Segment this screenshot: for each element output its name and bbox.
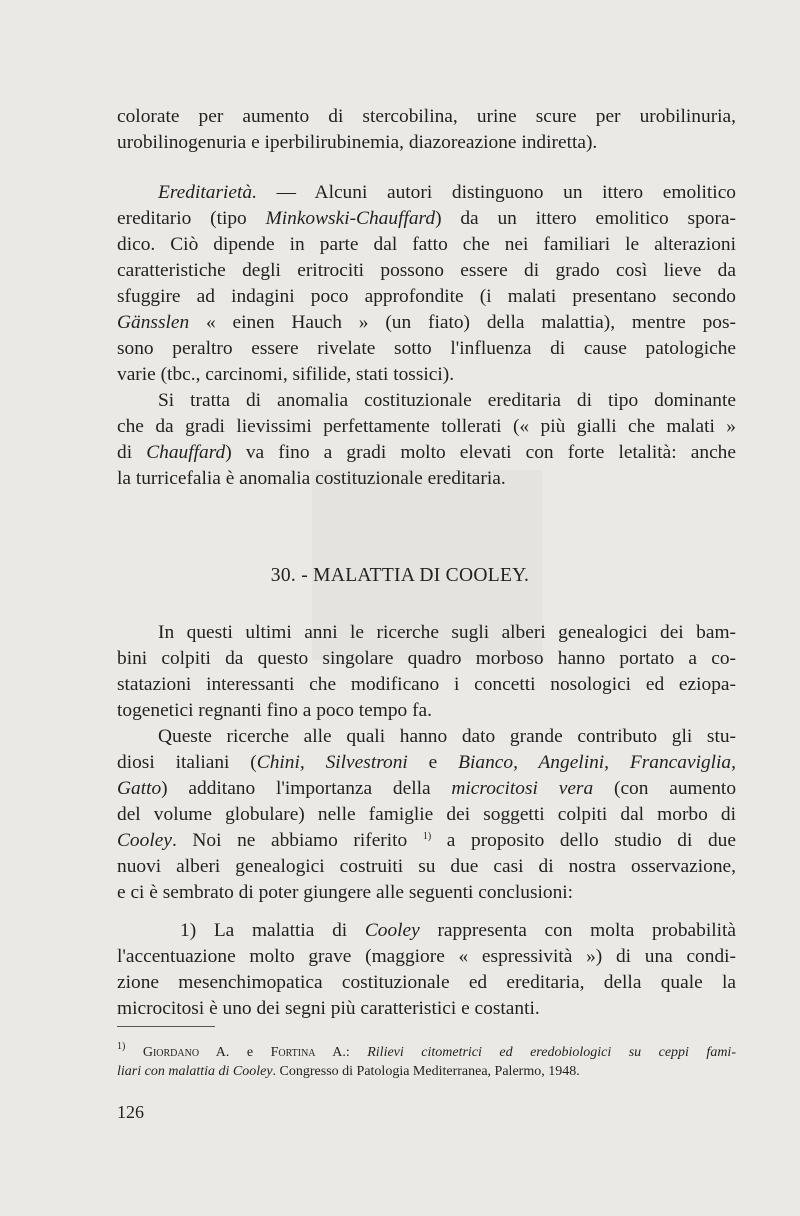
footnote-line-2: liari con malattia di Cooley. Congresso di Patologia Mediterranea, Palermo, 1948. <box>117 1064 580 1079</box>
cooley-p3-line-1: 1) La malattia di Cooley rappresenta con molta probabilità <box>180 920 736 941</box>
page-number: 126 <box>117 1102 144 1122</box>
intro-line-1: colorate per aumento di stercobilina, urine scure per urobilinuria, <box>117 106 736 127</box>
footnote-line-1: $^{1)}$ Giordano A. e Fortina A.: Rilievi citometrici ed eredobiologici su ceppi fami- <box>117 1041 736 1060</box>
section-heading: 30. - MALATTIA DI COOLEY. <box>270 565 530 586</box>
cooley-p2-line-7: e ci è sembrato di poter giungere alle seguenti conclusioni: <box>117 882 574 903</box>
cooley-p2-line-2: diosi italiani (Chini, Silvestroni e Bianco, Angelini, Francaviglia, <box>117 752 736 773</box>
ereditarieta-line-11: di Chauffard) va fino a gradi molto elevati con forte letalità: anche <box>117 442 736 463</box>
cooley-p3-line-2: l'accentuazione molto grave (maggiore « espressività ») di una condi- <box>117 946 736 967</box>
cooley-p1-line-2: bini colpiti da questo singolare quadro morboso hanno portato a co- <box>117 648 736 669</box>
footnote-ref: 1) <box>422 831 432 842</box>
ereditarieta-line-9: Si tratta di anomalia costituzionale ereditaria di tipo dominante <box>158 390 736 411</box>
footnote-separator <box>117 1026 215 1027</box>
ereditarieta-line-10: che da gradi lievissimi perfettamente tollerati (« più gialli che malati » <box>117 416 736 437</box>
ereditarieta-line-6: Gänsslen « einen Hauch » (un fiato) della malattia), mentre pos- <box>117 312 736 333</box>
cooley-p2-line-1: Queste ricerche alle quali hanno dato grande contributo gli stu- <box>158 726 736 747</box>
cooley-p1-line-1: In questi ultimi anni le ricerche sugli alberi genealogici dei bam- <box>158 622 736 643</box>
ereditarieta-line-2: ereditario (tipo Minkowski-Chauffard) da un ittero emolitico spora- <box>117 208 736 229</box>
ereditarieta-line-8: varie (tbc., carcinomi, sifilide, stati tossici). <box>117 364 455 385</box>
ereditarieta-line-3: dico. Ciò dipende in parte dal fatto che nei familiari le alterazioni <box>117 234 736 255</box>
cooley-p2-line-3: Gatto) additano l'importanza della microcitosi vera (con aumento <box>117 778 737 799</box>
ereditarieta-line-5: sfuggire ad indagini poco approfondite (i malati presentano secondo <box>117 286 736 307</box>
ereditarieta-title: Ereditarietà. <box>158 182 257 203</box>
cooley-p3-line-3: zione mesenchimopatica costituzionale ed ereditaria, della quale la <box>117 972 736 993</box>
cooley-p1-line-3: statazioni interessanti che modificano i concetti nosologici ed eziopa- <box>117 674 736 695</box>
cooley-p3-line-4: microcitosi è uno dei segni più caratteristici e costanti. <box>117 998 540 1019</box>
cooley-p1-line-4: togenetici regnanti fino a poco tempo fa. <box>117 700 432 721</box>
ereditarieta-line-12: la turricefalia è anomalia costituzionale ereditaria. <box>117 468 506 489</box>
intro-line-2: urobilinogenuria e iperbilirubinemia, diazoreazione indiretta). <box>117 132 598 153</box>
cooley-p2-line-4: del volume globulare) nelle famiglie dei soggetti colpiti dal morbo di <box>117 804 736 825</box>
ereditarieta-line-1: Ereditarietà. — Alcuni autori distinguono un ittero emolitico <box>158 182 736 203</box>
ereditarieta-line-7: sono peraltro essere rivelate sotto l'influenza di cause patologiche <box>117 338 736 359</box>
ereditarieta-line-4: caratteristiche degli eritrociti possono essere di grado così lieve da <box>117 260 736 281</box>
cooley-p2-line-5: Cooley. Noi ne abbiamo riferito $^{1)}$ a proposito dello studio di due <box>117 830 736 851</box>
cooley-p2-line-6: nuovi alberi genealogici costruiti su due casi di nostra osservazione, <box>117 856 736 877</box>
